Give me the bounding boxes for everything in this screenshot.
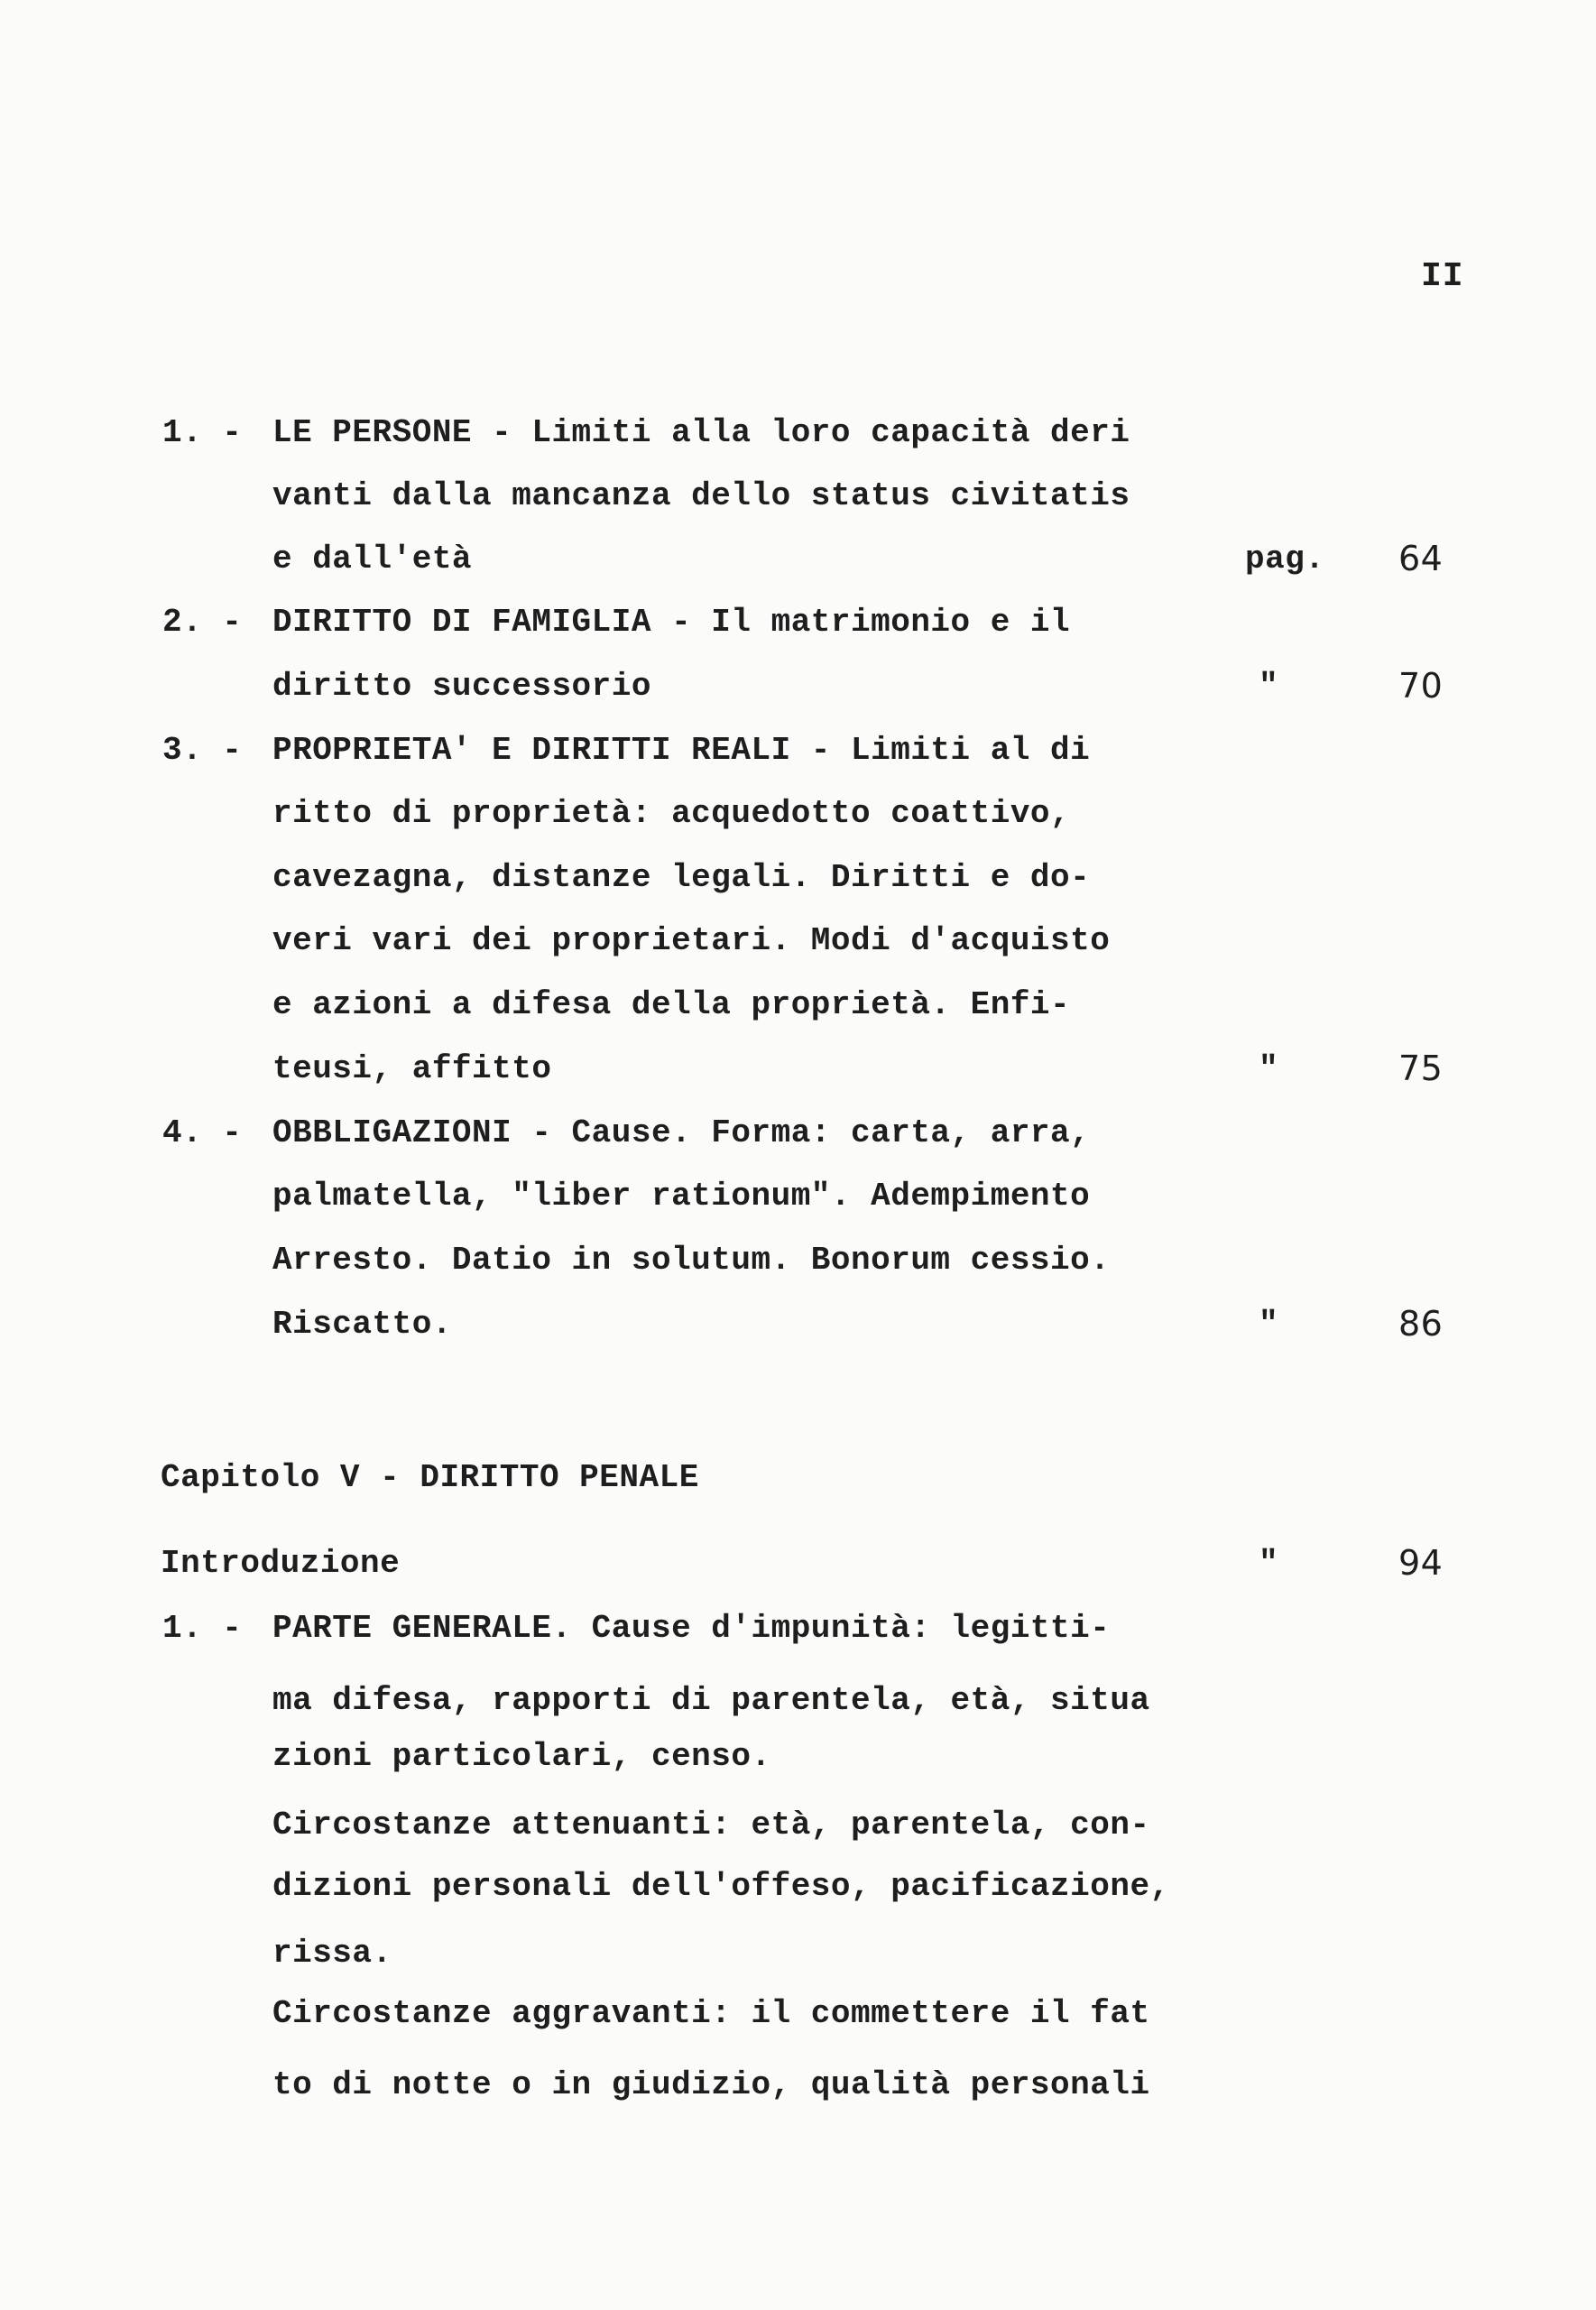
section-4-number: 4. - (162, 1114, 243, 1151)
section-4-line-2: palmatella, "liber rationum". Adempimento (272, 1178, 1091, 1215)
section-3-line-3: cavezagna, distanze legali. Diritti e do- (272, 859, 1091, 896)
section-3-line-6: teusi, affitto (272, 1050, 552, 1087)
section-4-line-1: OBBLIGAZIONI - Cause. Forma: carta, arra, (272, 1114, 1091, 1151)
part-1-line-7: Circostanze aggravanti: il commettere il fat (272, 1995, 1150, 2032)
intro-page: 94 (1398, 1543, 1444, 1583)
section-2-ditto-mark: " (1259, 668, 1279, 705)
part-1-number: 1. - (162, 1610, 243, 1647)
part-1-line-3: zioni particolari, censo. (272, 1738, 771, 1775)
part-1-line-8: to di notte o in giudizio, qualità personali (272, 2066, 1150, 2103)
section-3-page: 75 (1398, 1049, 1444, 1088)
intro-ditto-mark: " (1259, 1545, 1279, 1582)
section-3-line-1: PROPRIETA' E DIRITTI REALI - Limiti al di (272, 732, 1091, 769)
section-3-line-5: e azioni a difesa della proprietà. Enfi- (272, 986, 1071, 1023)
section-2-line-1: DIRITTO DI FAMIGLIA - Il matrimonio e il (272, 604, 1071, 641)
part-1-line-1: PARTE GENERALE. Cause d'impunità: legitti- (272, 1610, 1111, 1647)
section-3-line-2: ritto di proprietà: acquedotto coattivo, (272, 795, 1071, 832)
chapter-heading: Capitolo V - DIRITTO PENALE (161, 1459, 699, 1496)
section-1-line-3: e dall'età (272, 541, 473, 578)
section-2-line-2: diritto successorio (272, 668, 651, 705)
section-3-line-4: veri vari dei proprietari. Modi d'acquisto (272, 922, 1111, 959)
section-1-page: 64 (1398, 539, 1444, 578)
part-1-line-2: ma difesa, rapporti di parentela, età, situa (272, 1682, 1150, 1719)
section-1-line-2: vanti dalla mancanza dello status civitatis (272, 477, 1130, 514)
part-1-line-5: dizioni personali dell'offeso, pacificazione, (272, 1868, 1170, 1905)
section-1-page-label: pag. (1245, 541, 1325, 578)
section-2-number: 2. - (162, 604, 243, 641)
section-4-page: 86 (1398, 1304, 1444, 1344)
part-1-line-4: Circostanze attenuanti: età, parentela, con- (272, 1806, 1150, 1843)
section-4-ditto-mark: " (1259, 1306, 1279, 1343)
section-1-number: 1. - (162, 414, 243, 451)
section-1-line-1: LE PERSONE - Limiti alla loro capacità deri (272, 414, 1130, 451)
section-4-line-3: Arresto. Datio in solutum. Bonorum cessio. (272, 1242, 1111, 1279)
section-2-page: 70 (1398, 666, 1444, 706)
part-1-line-6: rissa. (272, 1935, 392, 1972)
section-4-line-4: Riscatto. (272, 1306, 452, 1343)
section-3-number: 3. - (162, 732, 243, 769)
section-3-ditto-mark: " (1259, 1050, 1279, 1087)
intro-label: Introduzione (161, 1545, 401, 1582)
page-number: II (1421, 257, 1464, 296)
